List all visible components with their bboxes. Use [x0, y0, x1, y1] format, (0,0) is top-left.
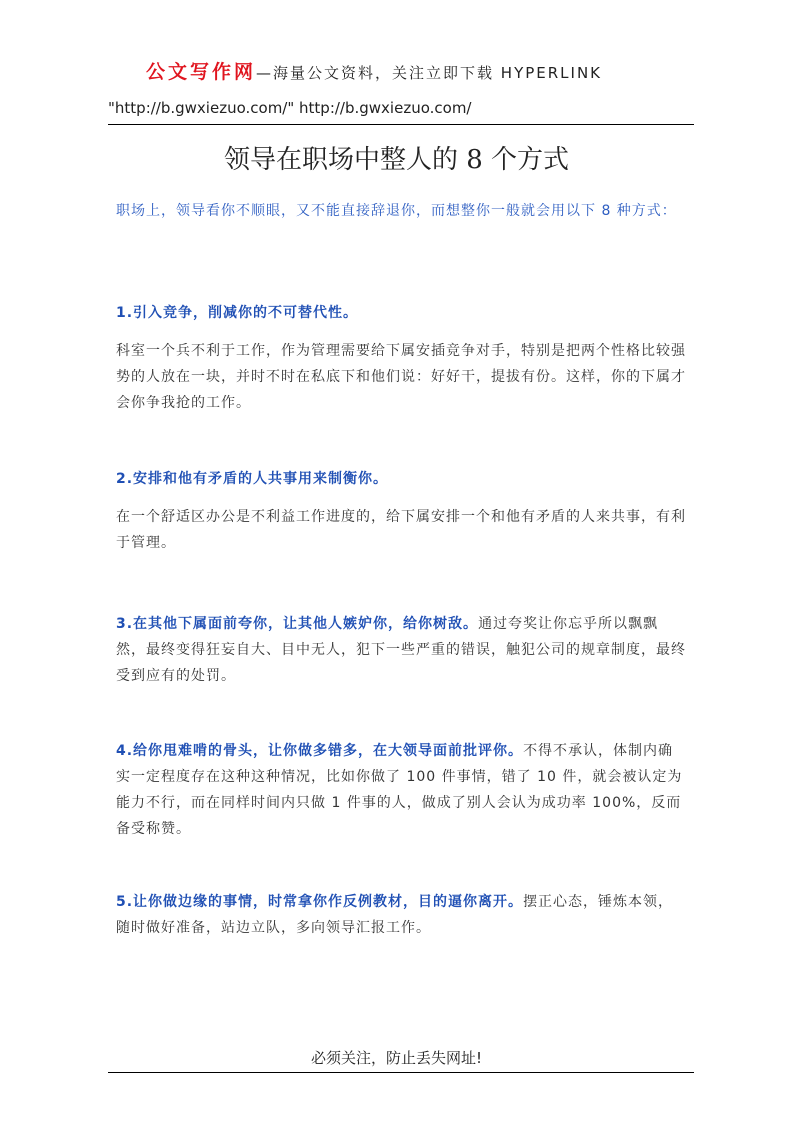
section-heading: 3.在其他下属面前夸你，让其他人嫉妒你，给你树敌。	[116, 616, 479, 632]
section-body: 在一个舒适区办公是不利益工作进度的，给下属安排一个和他有矛盾的人来共事，有利于管理。	[116, 509, 686, 551]
footer-divider	[108, 1072, 694, 1073]
section-body: 通过夸奖让你忘乎所以飘飘然，最终变得狂妄自大、目中无人，犯下一些严重的错误，触犯公司的规章制度，最终受到应有的处罚。	[116, 616, 686, 684]
intro-paragraph: 职场上，领导看你不顺眼，又不能直接辞退你，而想整你一般就会用以下 8 种方式：	[116, 203, 677, 219]
section-1	[116, 300, 686, 416]
section-heading: 4.给你甩难啃的骨头，让你做多错多，在大领导面前批评你。	[116, 743, 524, 759]
header-line	[108, 58, 694, 87]
brand-logo-text: 公文写作网	[146, 61, 257, 83]
section-heading: 5.让你做边缘的事情，时常拿你作反例教材，目的逼你离开。	[116, 894, 524, 910]
section-5	[116, 889, 686, 941]
header-link-line[interactable]: "http://b.gwxiezuo.com/" http://b.gwxiezuo.com/	[108, 99, 472, 117]
document-title: 领导在职场中整人的 8 个方式	[223, 145, 570, 175]
section-4	[116, 738, 686, 842]
section-heading: 2.安排和他有矛盾的人共事用来制衡你。	[116, 471, 389, 487]
section-2	[116, 466, 686, 556]
section-body: 摆正心态，锤炼本领，随时做好准备，站边立队，多向领导汇报工作。	[116, 894, 674, 936]
section-body: 科室一个兵不利于工作，作为管理需要给下属安插竞争对手，特别是把两个性格比较强势的人放在一块，并时不时在私底下和他们说：好好干，提拔有份。这样，你的下属才会你争我抢的工作。	[116, 343, 686, 411]
section-3	[116, 611, 686, 689]
header-tagline: —海量公文资料，关注立即下载 HYPERLINK	[256, 64, 603, 82]
footer-notice: 必须关注，防止丢失网址!	[310, 1049, 482, 1067]
section-heading: 1.引入竞争，削减你的不可替代性。	[116, 305, 359, 321]
header-divider	[108, 124, 694, 125]
section-body: 不得不承认，体制内确实一定程度存在这种这种情况，比如你做了 100 件事情，错了 10 件，就会被认定为能力不行，而在同样时间内只做 1 件事的人，做成了别人会认为成功率 100%，反而备受称赞。	[116, 743, 683, 837]
page-header	[108, 58, 694, 121]
